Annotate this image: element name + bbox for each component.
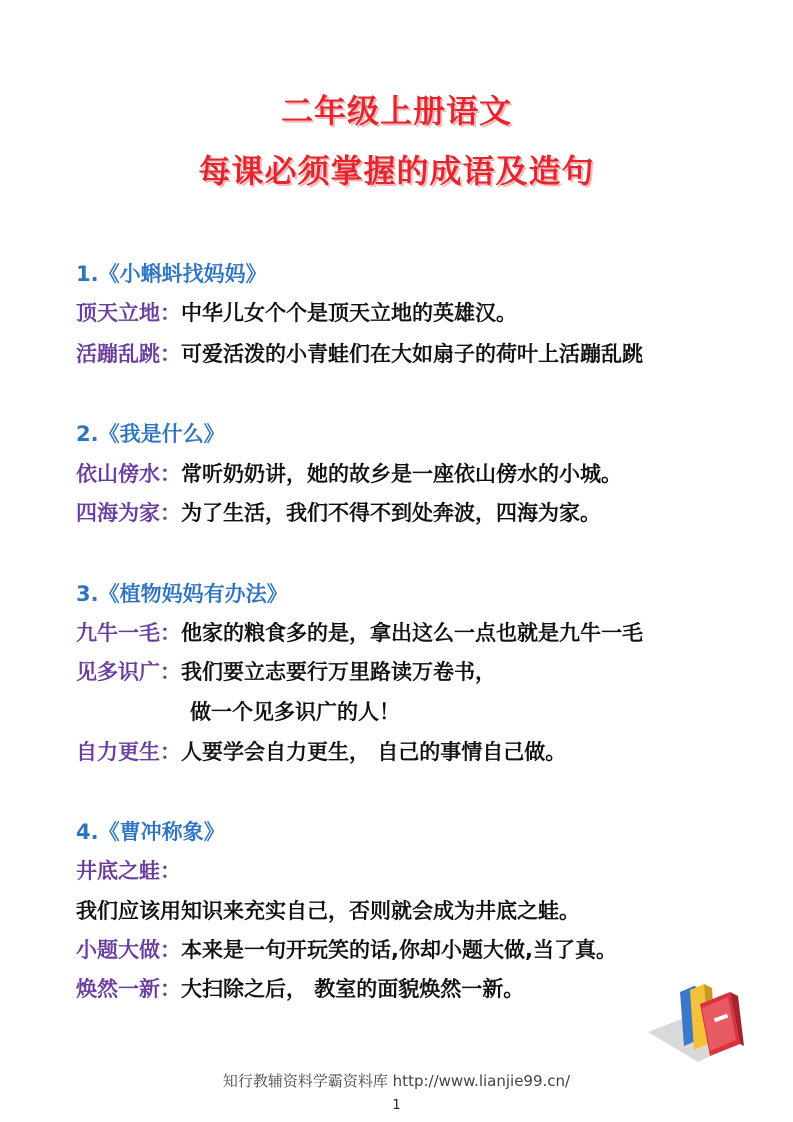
idiom-line [76,656,496,686]
idiom-term: 井底之蛙： [76,859,181,883]
idiom-term: 焕然一新： [76,977,181,1001]
idiom-term: 活蹦乱跳： [76,342,181,366]
section-heading-1: 1.《小蝌蚪找妈妈》 [76,262,267,286]
section-heading-3: 3.《植物妈妈有办法》 [76,582,288,606]
section-heading-2: 2.《我是什么》 [76,422,225,446]
page-title-line-1: 二年级上册语文 [280,92,512,130]
idiom-sentence: 本来是一句开玩笑的话,你却小题大做,当了真。 [181,938,617,962]
idiom-sentence: 为了生活，我们不得不到处奔波，四海为家。 [181,501,601,525]
idiom-term: 自力更生： [76,740,181,764]
books-icon [646,974,746,1064]
idiom-line [76,297,517,327]
idiom-term: 四海为家： [76,501,181,525]
idiom-sentence: 大扫除之后， 教室的面貌焕然一新。 [181,977,525,1001]
idiom-sentence: 中华儿女个个是顶天立地的英雄汉。 [181,301,517,325]
section-heading-4: 4.《曹冲称象》 [76,820,225,844]
idiom-term: 顶天立地： [76,301,181,325]
idiom-sentence-continuation: 做一个见多识广的人！ [190,700,400,724]
idiom-term: 依山傍水： [76,462,181,486]
idiom-line [76,497,601,527]
footer-source: 知行教辅资料学霸资料库 http://www.lianjie99.cn/ [222,1072,571,1090]
idiom-line [76,338,643,368]
idiom-line [76,617,643,647]
idiom-sentence-next-line: 我们应该用知识来充实自己，否则就会成为井底之蛙。 [76,899,580,923]
idiom-sentence: 可爱活泼的小青蛙们在大如扇子的荷叶上活蹦乱跳 [181,342,643,366]
idiom-term: 九牛一毛： [76,621,181,645]
idiom-sentence: 他家的粮食多的是，拿出这么一点也就是九牛一毛 [181,621,643,645]
page-title-line-2: 每课必须掌握的成语及造句 [198,152,595,190]
idiom-line [76,934,617,964]
idiom-line [76,736,566,766]
idiom-term: 小题大做： [76,938,181,962]
idiom-line [76,973,524,1003]
idiom-sentence: 我们要立志要行万里路读万卷书， [181,660,496,684]
idiom-sentence: 人要学会自力更生， 自己的事情自己做。 [181,740,567,764]
idiom-line [76,458,622,488]
idiom-line [76,855,181,885]
idiom-term: 见多识广： [76,660,181,684]
idiom-sentence: 常听奶奶讲，她的故乡是一座依山傍水的小城。 [181,462,622,486]
page-number: 1 [392,1098,401,1113]
